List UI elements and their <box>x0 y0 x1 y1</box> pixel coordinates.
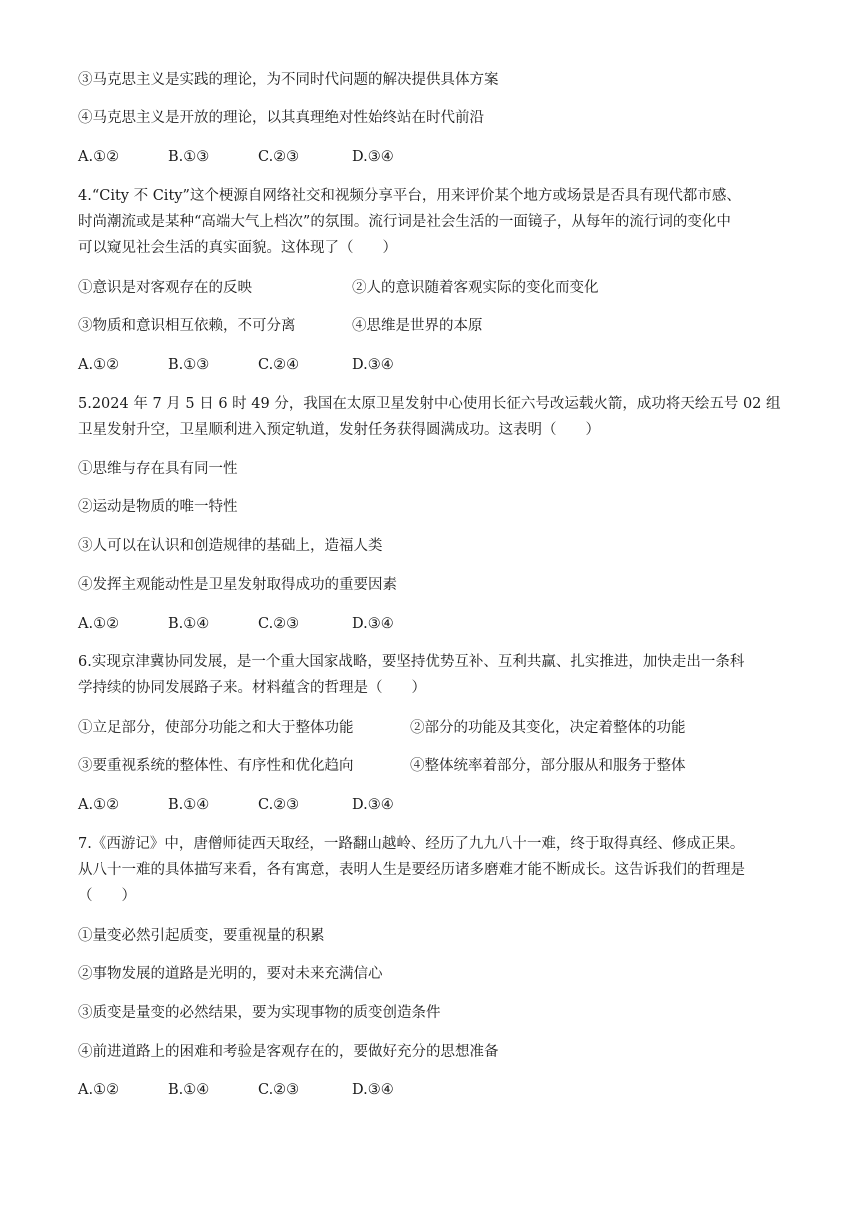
q4-statement-1: ①意识是对客观存在的反映 <box>78 280 252 296</box>
q4-statement-2: ②人的意识随着客观实际的变化而变化 <box>352 280 599 296</box>
q4-option-d[interactable]: D.③④ <box>352 357 394 373</box>
q7-option-a[interactable]: A.①② <box>78 1082 120 1098</box>
q6-statement-1: ①立足部分，使部分功能之和大于整体功能 <box>78 720 354 736</box>
q7-option-b[interactable]: B.①④ <box>168 1082 210 1098</box>
q3-option-b[interactable]: B.①③ <box>168 149 210 165</box>
q6-stem-line-1: 6.实现京津冀协同发展，是一个重大国家战略，要坚持优势互补、互利共赢、扎实推进，加快走出一条科 <box>78 654 745 670</box>
q3-option-c[interactable]: C.②③ <box>258 149 300 165</box>
q5-option-d[interactable]: D.③④ <box>352 616 394 632</box>
q4-option-c[interactable]: C.②④ <box>258 357 300 373</box>
q7-statement-3: ③质变是量变的必然结果，要为实现事物的质变创造条件 <box>78 1005 441 1021</box>
q7-stem-line-3: （ ） <box>78 888 136 904</box>
q7-option-c[interactable]: C.②③ <box>258 1082 300 1098</box>
q5-statement-4: ④发挥主观能动性是卫星发射取得成功的重要因素 <box>78 577 397 593</box>
q6-statement-3: ③要重视系统的整体性、有序性和优化趋向 <box>78 758 354 774</box>
q6-stem-line-2: 学持续的协同发展路子来。材料蕴含的哲理是（ ） <box>78 680 426 696</box>
q3-option-d[interactable]: D.③④ <box>352 149 394 165</box>
q5-option-b[interactable]: B.①④ <box>168 616 210 632</box>
q5-option-a[interactable]: A.①② <box>78 616 120 632</box>
q4-statement-4: ④思维是世界的本原 <box>352 318 483 334</box>
q7-statement-2: ②事物发展的道路是光明的，要对未来充满信心 <box>78 966 383 982</box>
q5-statement-3: ③人可以在认识和创造规律的基础上，造福人类 <box>78 538 383 554</box>
q3-option-a[interactable]: A.①② <box>78 149 120 165</box>
q7-statement-4: ④前进道路上的困难和考验是客观存在的，要做好充分的思想准备 <box>78 1044 499 1060</box>
q4-stem-line-1: 4.“City 不 City”这个梗源自网络社交和视频分享平台，用来评价某个地方或场景是否具有现代都市感、 <box>78 188 741 204</box>
q3-statement-4: ④马克思主义是开放的理论，以其真理绝对性始终站在时代前沿 <box>78 110 484 126</box>
q4-option-b[interactable]: B.①③ <box>168 357 210 373</box>
q5-stem-line-1: 5.2024 年 7 月 5 日 6 时 49 分，我国在太原卫星发射中心使用长征六号改运载火箭，成功将天绘五号 02 组 <box>78 396 781 412</box>
q5-option-c[interactable]: C.②③ <box>258 616 300 632</box>
q4-option-a[interactable]: A.①② <box>78 357 120 373</box>
q7-stem-line-1: 7.《西游记》中，唐僧师徒西天取经，一路翻山越岭、经历了九九八十一难，终于取得真经、修成正果。 <box>78 836 745 852</box>
q3-statement-3: ③马克思主义是实践的理论，为不同时代问题的解决提供具体方案 <box>78 72 499 88</box>
q5-statement-2: ②运动是物质的唯一特性 <box>78 499 238 515</box>
q4-stem-line-2: 时尚潮流或是某种“高端大气上档次”的氛围。流行词是社会生活的一面镜子，从每年的流行词的变化中 <box>78 214 731 230</box>
q4-stem-line-3: 可以窥见社会生活的真实面貌。这体现了（ ） <box>78 240 397 256</box>
q4-statement-3: ③物质和意识相互依赖，不可分离 <box>78 318 296 334</box>
q6-statement-2: ②部分的功能及其变化，决定着整体的功能 <box>410 720 686 736</box>
q6-option-a[interactable]: A.①② <box>78 797 120 813</box>
q7-stem-line-2: 从八十一难的具体描写来看，各有寓意，表明人生是要经历诸多磨难才能不断成长。这告诉我们的哲理是 <box>78 862 745 878</box>
q5-stem-line-2: 卫星发射升空，卫星顺利进入预定轨道，发射任务获得圆满成功。这表明（ ） <box>78 422 600 438</box>
q6-option-c[interactable]: C.②③ <box>258 797 300 813</box>
q6-statement-4: ④整体统率着部分，部分服从和服务于整体 <box>410 758 686 774</box>
q5-statement-1: ①思维与存在具有同一性 <box>78 461 238 477</box>
q6-option-d[interactable]: D.③④ <box>352 797 394 813</box>
q6-option-b[interactable]: B.①④ <box>168 797 210 813</box>
q7-statement-1: ①量变必然引起质变，要重视量的积累 <box>78 928 325 944</box>
q7-option-d[interactable]: D.③④ <box>352 1082 394 1098</box>
